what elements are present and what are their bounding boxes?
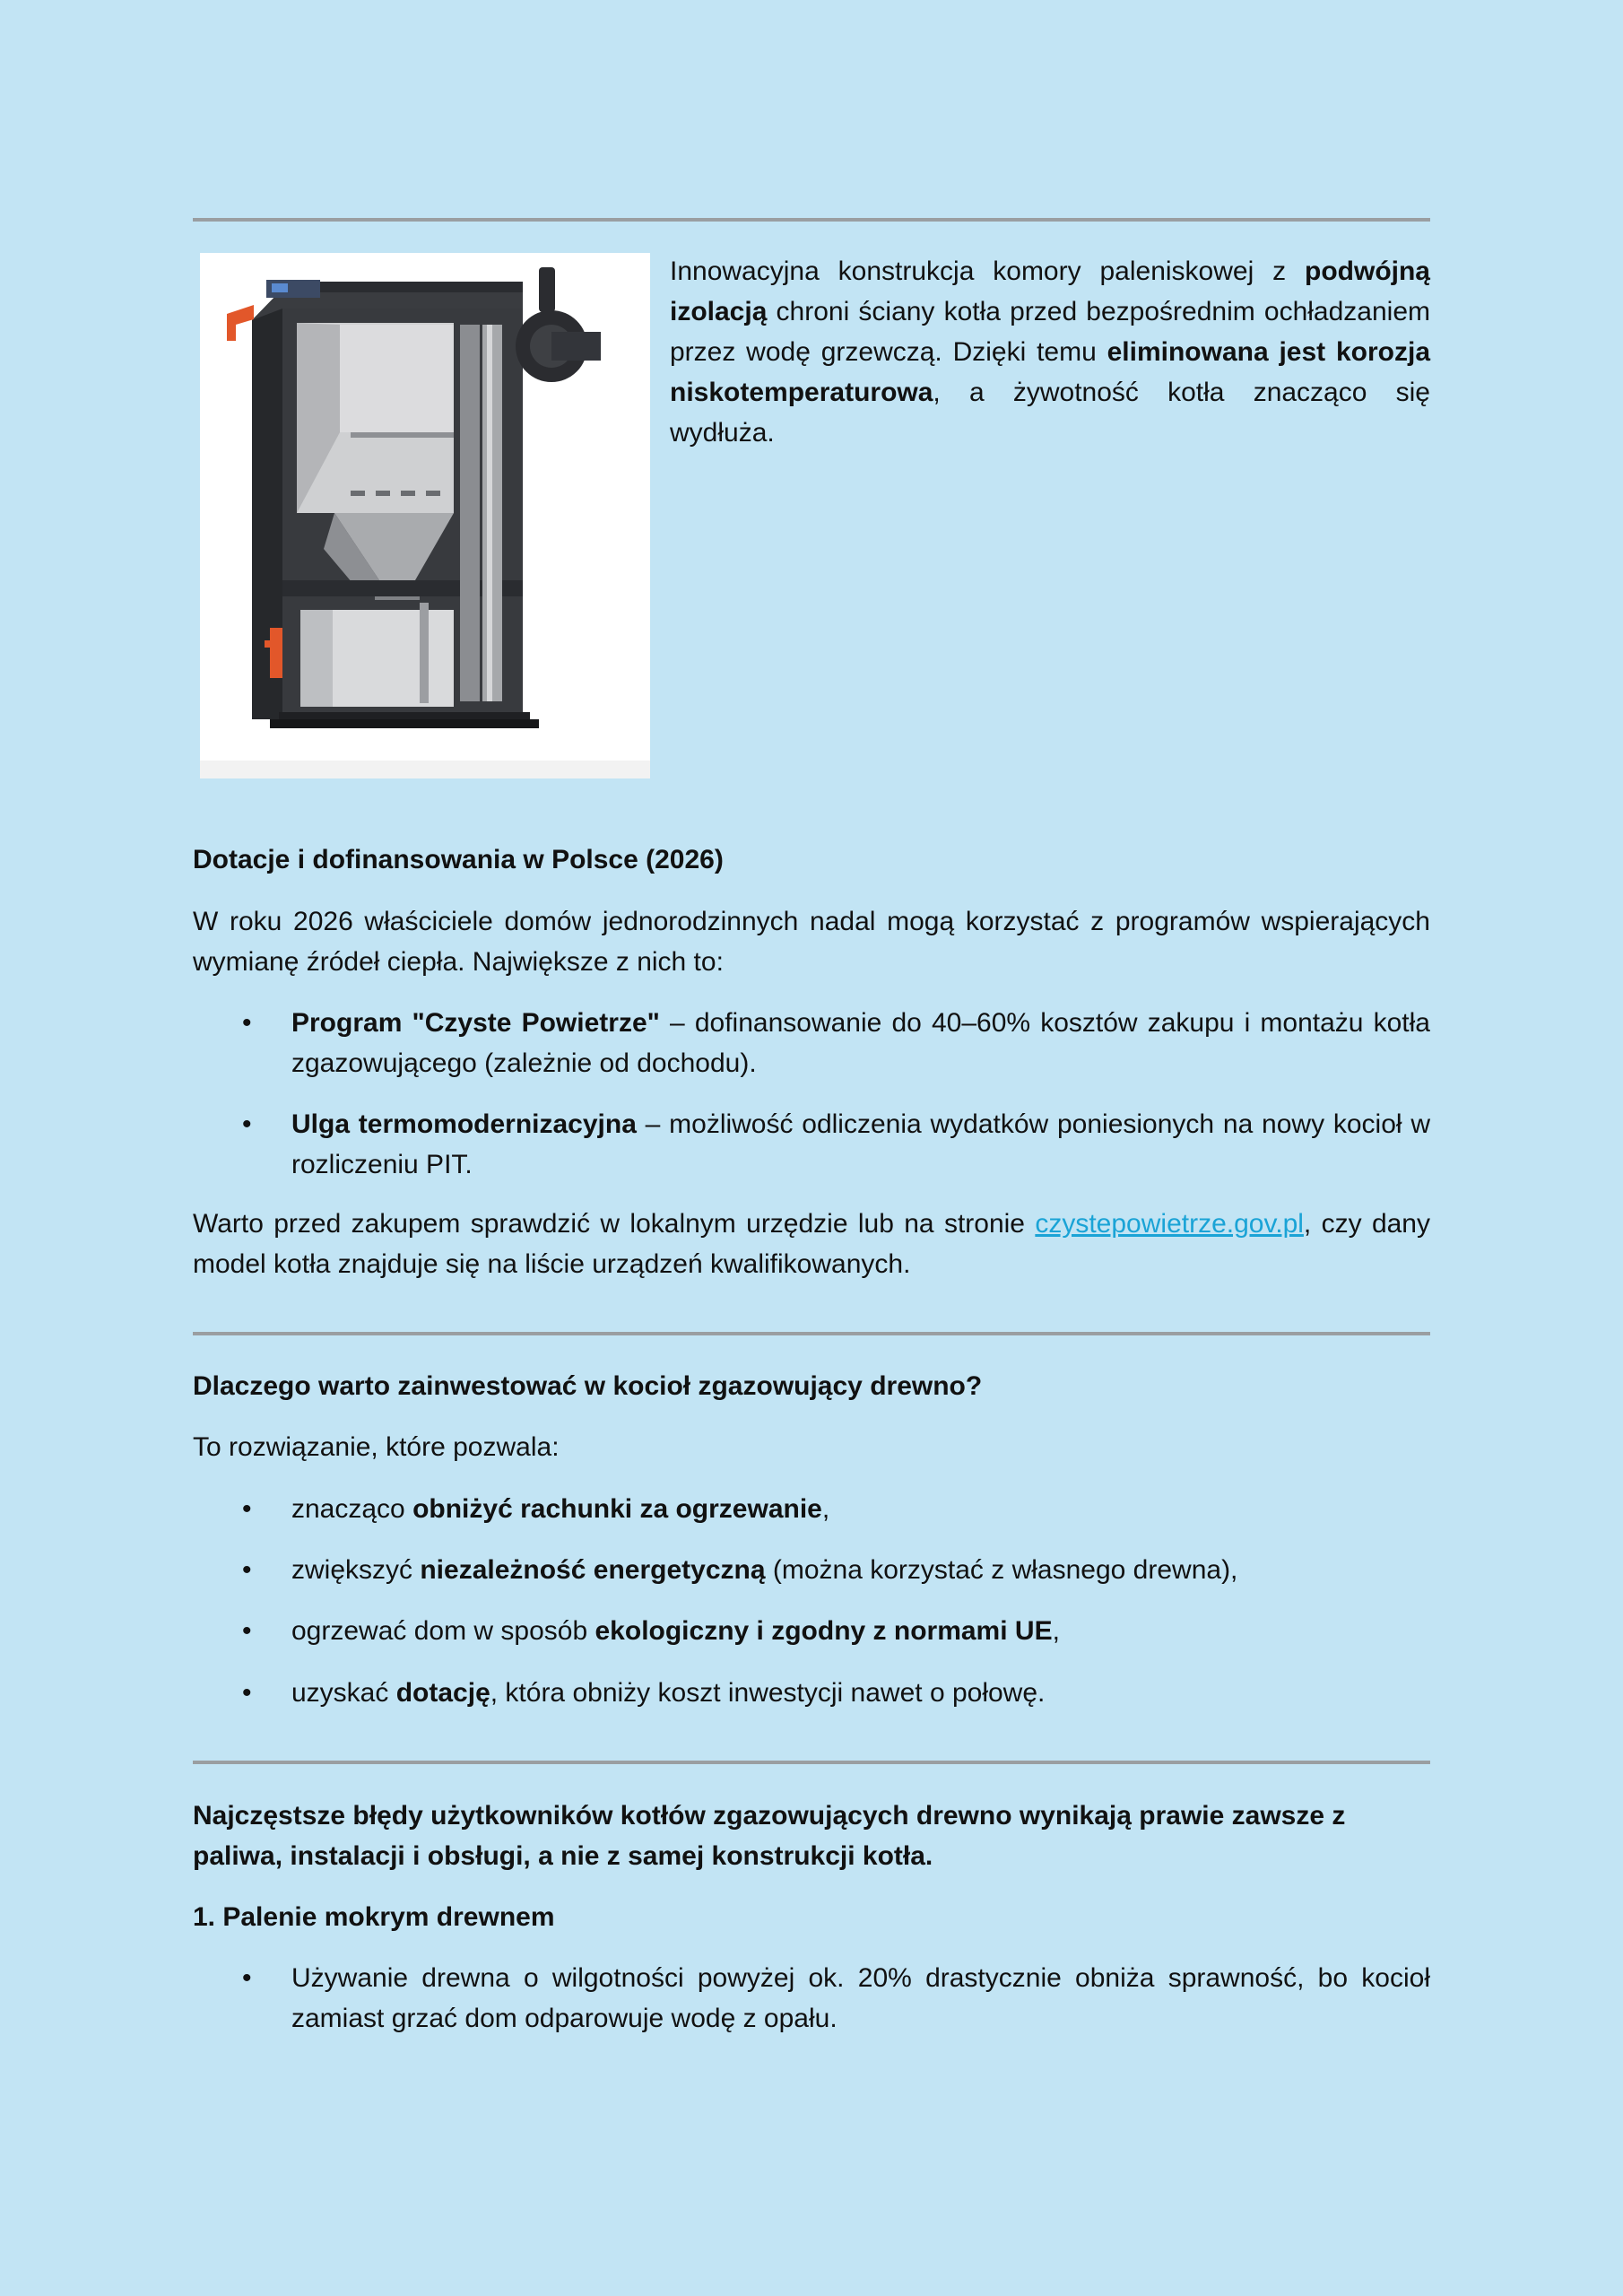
bullet-icon: • (242, 1963, 252, 1993)
list-item-text: zwiększyć (291, 1555, 421, 1585)
list-item-text: ogrzewać dom w sposób (291, 1616, 595, 1646)
list-item-text: , (821, 1494, 830, 1524)
dotacje-paragraph: W roku 2026 właściciele domów jednorodzinnych nadal mogą korzystać z programów wspierających wymianę źródeł ciepła. Największe z nich to: (193, 907, 1430, 977)
dotacje-note (193, 1204, 1430, 1284)
list-item-text: – możliwość odliczenia wydatków poniesionych na nowy kocioł w rozliczeniu PIT. (291, 1109, 1430, 1179)
divider (193, 218, 1430, 222)
bullet-icon: • (242, 1678, 252, 1708)
dotacje-heading: Dotacje i dofinansowania w Polsce (2026) (193, 845, 724, 874)
list-item-bold: Program "Czyste Powietrze" (291, 1008, 660, 1038)
list-item (291, 1611, 1430, 1651)
czystepowietrze-link[interactable]: czystepowietrze.gov.pl (1035, 1209, 1304, 1239)
dlaczego-intro: To rozwiązanie, które pozwala: (193, 1432, 560, 1462)
list-item-text: , która obniży koszt inwestycji nawet o połowę. (490, 1678, 1046, 1708)
list-item-bold: niezależność energetyczną (420, 1555, 766, 1585)
intro-text-3: , a żywotność kotła znacząco się wydłuża. (670, 378, 1430, 448)
list-item-text: (można korzystać z własnego drewna), (765, 1555, 1238, 1585)
bullet-icon: • (242, 1494, 252, 1524)
bullet-icon: • (242, 1008, 252, 1038)
list-item (291, 1489, 1430, 1529)
list-item (291, 1550, 1430, 1590)
list-item-mokre-drewno: Używanie drewna o wilgotności powyżej ok. 20% drastycznie obniża sprawność, bo kocioł zamiast grzać dom odparowuje wodę z opału. (291, 1963, 1430, 2033)
list-item-czyste-powietrze (291, 1003, 1430, 1083)
list-item-text: – dofinansowanie do 40–60% kosztów zakupu i montażu kotła zgazowującego (zależnie od dochodu). (291, 1008, 1430, 1078)
intro-text-1: Innowacyjna konstrukcja komory paleniskowej z (670, 257, 1306, 286)
bullet-icon: • (242, 1109, 252, 1139)
boiler-cutaway-illustration (200, 253, 650, 778)
divider (193, 1761, 1430, 1764)
intro-text-2: chroni ściany kotła przed bezpośrednim ochładzaniem przez wodę grzewczą. Dzięki temu (670, 297, 1430, 367)
bledy-heading: Najczęstsze błędy użytkowników kotłów zgazowujących drewno wynikają prawie zawsze z paliwa, instalacji i obsługi, a nie z samej konstrukcji kotła. (193, 1801, 1346, 1871)
intro-paragraph (670, 251, 1430, 453)
note-text-before: Warto przed zakupem sprawdzić w lokalnym urzędzie lub na stronie (193, 1209, 1036, 1239)
list-item-bold: obniżyć rachunki za ogrzewanie (412, 1494, 822, 1524)
list-item-text: , (1052, 1616, 1060, 1646)
list-item-bold: Ulga termomodernizacyjna (291, 1109, 637, 1139)
list-item-bold: dotację (395, 1678, 490, 1708)
dlaczego-heading: Dlaczego warto zainwestować w kocioł zgazowujący drewno? (193, 1371, 983, 1401)
bullet-icon: • (242, 1555, 252, 1585)
intro-bold-1: podwójną izolacją (670, 257, 1430, 326)
bullet-icon: • (242, 1616, 252, 1646)
list-item-bold: ekologiczny i zgodny z normami UE (595, 1616, 1053, 1646)
boiler-image (200, 253, 650, 778)
intro-bold-2: eliminowana jest korozja niskotemperaturowa (670, 337, 1430, 407)
bledy-subheading: 1. Palenie mokrym drewnem (193, 1902, 555, 1932)
list-item-text: uzyskać (291, 1678, 396, 1708)
list-item-ulga (291, 1104, 1430, 1185)
list-item (291, 1673, 1430, 1713)
note-text-after: , czy dany model kotła znajduje się na liście urządzeń kwalifikowanych. (193, 1209, 1430, 1279)
divider (193, 1332, 1430, 1335)
list-item-text: znacząco (291, 1494, 413, 1524)
